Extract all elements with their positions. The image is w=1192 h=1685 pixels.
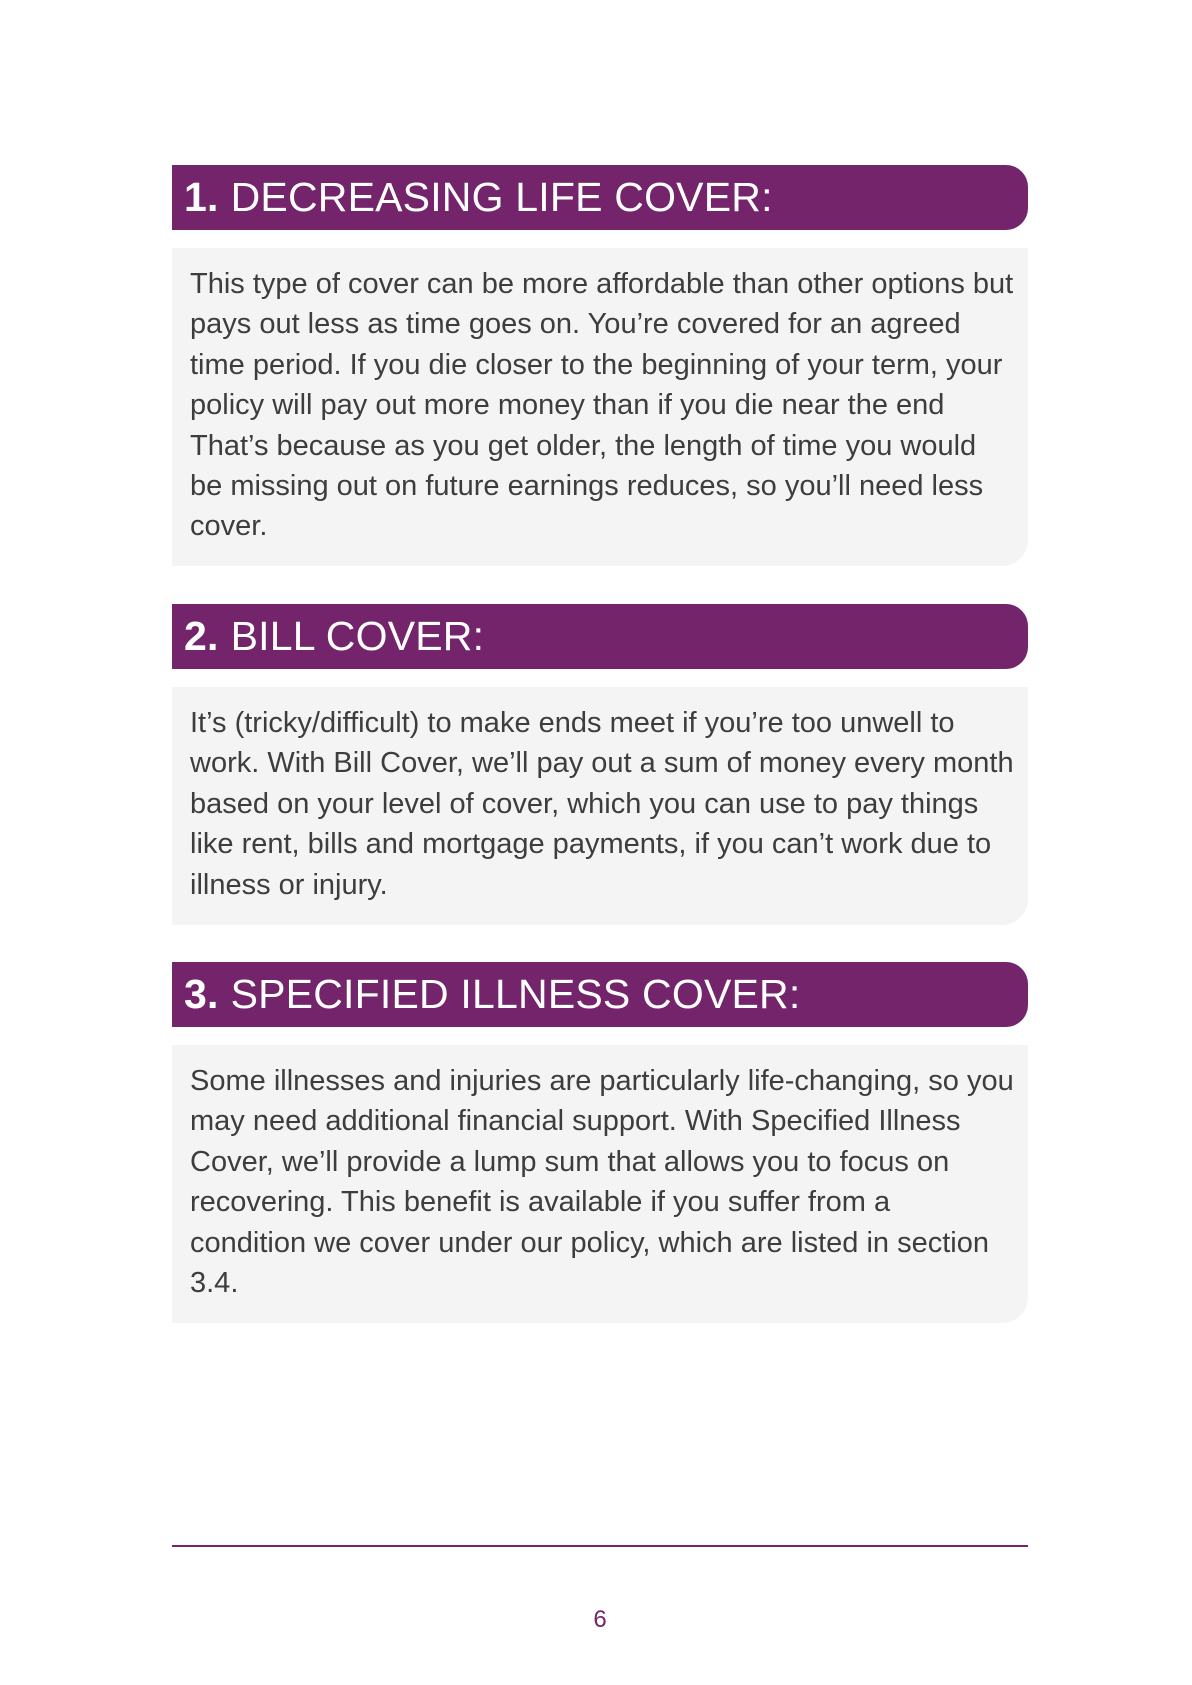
section-specified-illness-cover (172, 962, 1028, 1323)
section-title: SPECIFIED ILLNESS COVER: (230, 971, 801, 1017)
section-number: 3. (184, 971, 219, 1017)
footer-divider (172, 1545, 1028, 1547)
section-header (172, 604, 1028, 669)
section-number: 2. (184, 613, 219, 659)
section-header (172, 962, 1028, 1027)
section-number: 1. (184, 174, 219, 220)
section-header (172, 165, 1028, 230)
page-number: 6 (593, 1606, 607, 1633)
section-body: This type of cover can be more affordable than other options but pays out less as time goes on. You’re covered for an agreed time period. If you die closer to the beginning of your term, your policy will pay out more money than if you die near the end That’s because as you get older, the length of time you would be missing out on future earnings reduces, so you’ll need less cover. (172, 248, 1028, 566)
section-title: BILL COVER: (230, 613, 485, 659)
section-title: DECREASING LIFE COVER: (230, 174, 773, 220)
section-body: Some illnesses and injuries are particularly life-changing, so you may need additional financial support. With Specified Illness Cover, we’ll provide a lump sum that allows you to focus on recovering. This benefit is available if you suffer from a condition we cover under our policy, which are listed in section 3.4. (172, 1045, 1028, 1323)
section-bill-cover (172, 604, 1028, 925)
section-decreasing-life-cover (172, 165, 1028, 566)
section-body: It’s (tricky/difficult) to make ends meet if you’re too unwell to work. With Bill Cover, we’ll pay out a sum of money every month based on your level of cover, which you can use to pay things like rent, bills and mortgage payments, if you can’t work due to illness or injury. (172, 687, 1028, 925)
